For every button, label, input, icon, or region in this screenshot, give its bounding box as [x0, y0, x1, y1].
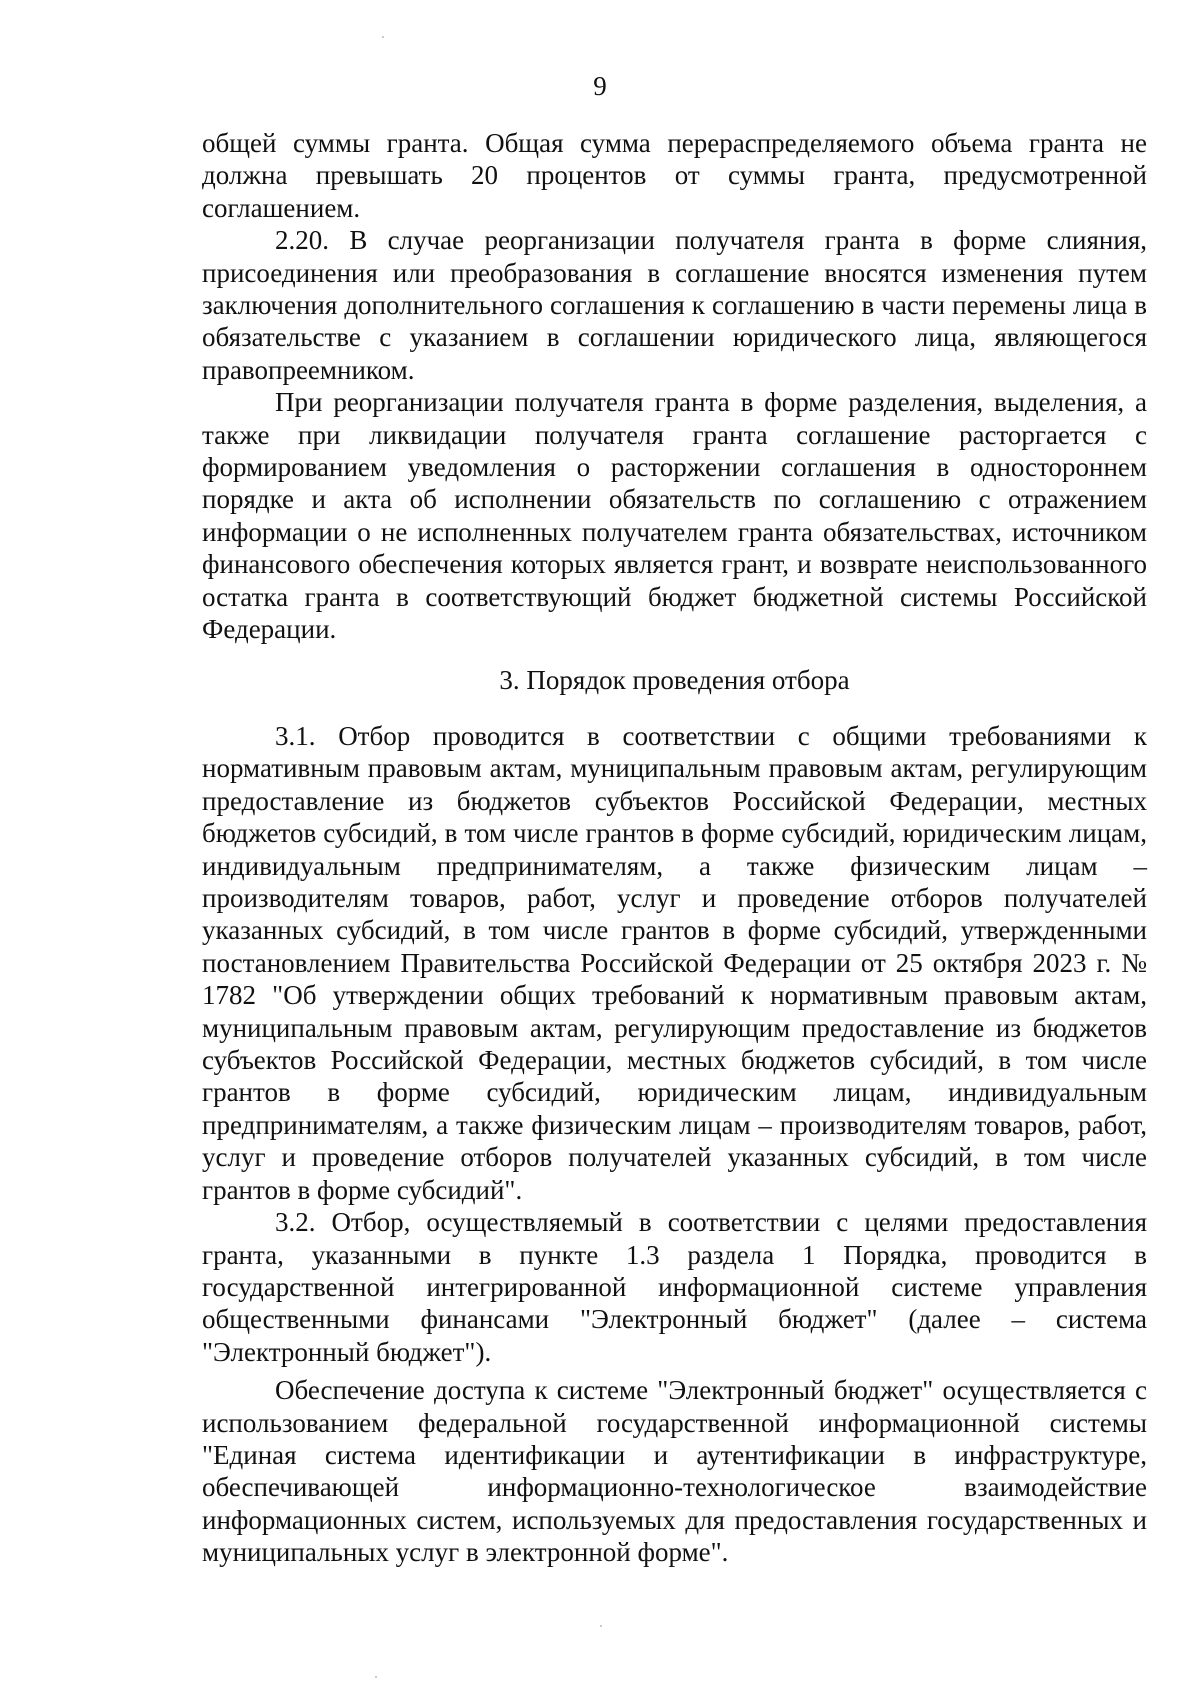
scan-speck: [382, 36, 384, 38]
text-block-section-3: [202, 720, 1147, 1569]
scan-speck: [600, 1625, 602, 1627]
paragraph-3-2: 3.2. Отбор, осуществляемый в соответствии с целями предоставления гранта, указанными в пункте 1.3 раздела 1 Порядка, проводится в государственной интегрированной информационной системе управления общественными финансами "Электронный бюджет" (далее – система "Электронный бюджет").: [202, 1207, 1147, 1367]
paragraph-access: Обеспечение доступа к системе "Электронный бюджет" осуществляется с использованием федеральной государственной информационной системы "Единая система идентификации и аутентификации в инфраструктуре, обеспечивающей информационно-технологическое взаимодействие информационных систем, используемых для предоставления государственных и муниципальных услуг в электронной форме".: [202, 1375, 1147, 1568]
paragraph-reorganization: При реорганизации получателя гранта в форме разделения, выделения, а также при ликвидации получателя гранта соглашение расторгается с формированием уведомления о расторжении соглашения в одностороннем порядке и акта об исполнении обязательств по соглашению с отражением информации о не исполненных получателем гранта обязательствах, источником финансового обеспечения которых является грант, и возврате неиспользованного остатка гранта в соответствующий бюджет бюджетной системы Российской Федерации.: [202, 387, 1147, 645]
page-number: 9: [593, 71, 607, 101]
scan-speck: [375, 1676, 377, 1678]
section-3-heading: 3. Порядок проведения отбора: [499, 665, 850, 695]
paragraph-3-1: 3.1. Отбор проводится в соответствии с общими требованиями к нормативным правовым актам, муниципальным правовым актам, регулирующим предоставление из бюджетов субъектов Российской Федерации, местных бюджетов субсидий, в том числе грантов в форме субсидий, юридическим лицам, индивидуальным предпринимателям, а также физическим лицам – производителям товаров, работ, услуг и проведение отборов получателей указанных субсидий, в том числе грантов в форме субсидий, утвержденными постановлением Правительства Российской Федерации от 25 октября 2023 г. № 1782 "Об утверждении общих требований к нормативным правовым актам, муниципальным правовым актам, регулирующим предоставление из бюджетов субъектов Российской Федерации, местных бюджетов субсидий, в том числе грантов в форме субсидий, юридическим лицам, индивидуальным предпринимателям, а также физическим лицам – производителям товаров, работ, услуг и проведение отборов получателей указанных субсидий, в том числе грантов в форме субсидий".: [202, 721, 1147, 1205]
paragraph-grant-total: общей суммы гранта. Общая сумма перераспределяемого объема гранта не должна превышать 20 процентов от суммы гранта, предусмотренной соглашением.: [202, 128, 1147, 223]
text-block-continuation: [202, 127, 1147, 646]
paragraph-2-20: 2.20. В случае реорганизации получателя гранта в форме слияния, присоединения или преобразования в соглашение вносятся изменения путем заключения дополнительного соглашения к соглашению в части перемены лица в обязательстве с указанием в соглашении юридического лица, являющегося правопреемником.: [202, 225, 1147, 385]
